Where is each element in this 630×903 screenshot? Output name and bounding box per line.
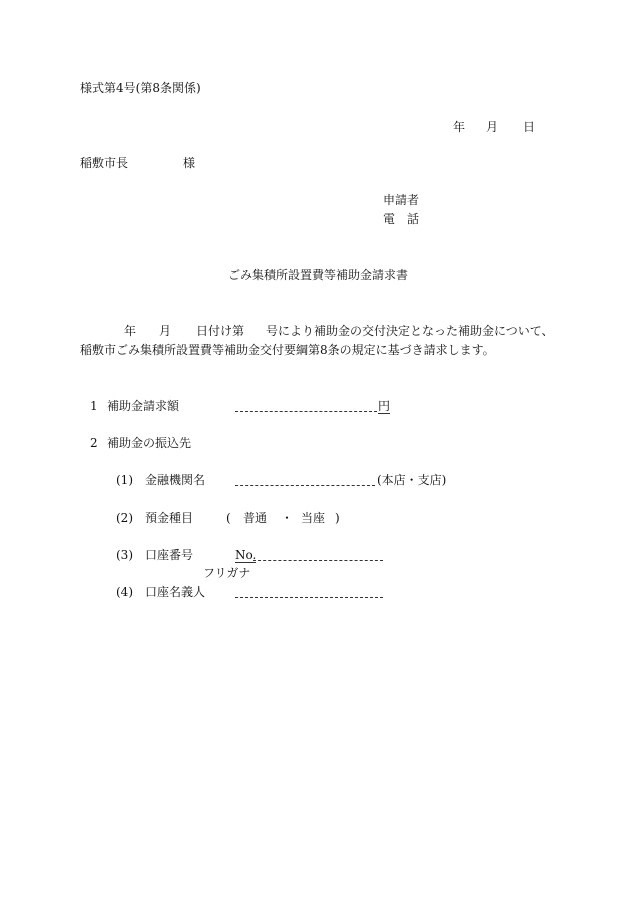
item2-label: 補助金の振込先: [107, 436, 192, 450]
furigana-label: フリガナ: [203, 566, 251, 580]
amount-field[interactable]: [235, 399, 377, 412]
item1-label: 補助金請求額: [107, 399, 180, 413]
date-day-label: 日: [523, 120, 536, 134]
applicant-label: 申請者: [383, 193, 420, 207]
deposit-option-ordinary[interactable]: 普通: [243, 511, 268, 525]
date-year-label: 年: [453, 120, 466, 134]
addressee-honorific: 様: [183, 156, 196, 170]
body-line2: 稲敷市ごみ集積所設置費等補助金交付要綱第8条の規定に基づき請求します。: [80, 343, 495, 357]
item2-number: 2: [90, 436, 98, 450]
subitem4-number: (4): [116, 585, 133, 599]
subitem1-label: 金融機関名: [145, 473, 206, 487]
document-title: ごみ集積所設置費等補助金請求書: [228, 268, 409, 282]
bank-name-field[interactable]: [235, 473, 375, 486]
date-month-label: 月: [486, 120, 499, 134]
form-number: 様式第4号(第8条関係): [80, 81, 201, 95]
addressee-name: 稲敷市長: [80, 156, 129, 170]
deposit-open-paren: (: [226, 511, 231, 525]
body-line1-rest: 号により補助金の交付決定となった補助金について、: [266, 324, 554, 338]
account-no-prefix: No.: [235, 548, 257, 562]
item1-number: 1: [90, 399, 98, 413]
phone-label: 電 話: [383, 212, 420, 226]
deposit-separator: ・: [281, 511, 294, 525]
deposit-option-current[interactable]: 当座: [301, 511, 326, 525]
branch-type-label: (本店・支店): [377, 473, 447, 487]
body-date-ref: 日付け第: [196, 324, 245, 338]
deposit-close-paren: ): [335, 511, 340, 525]
subitem4-label: 口座名義人: [145, 585, 206, 599]
body-year: 年: [124, 324, 137, 338]
account-number-field[interactable]: [253, 548, 383, 561]
body-month: 月: [159, 324, 172, 338]
subitem2-label: 預金種目: [145, 511, 194, 525]
subitem1-number: (1): [116, 473, 133, 487]
subitem3-number: (3): [116, 548, 133, 562]
subitem3-label: 口座番号: [145, 548, 194, 562]
amount-unit: 円: [378, 399, 391, 413]
account-holder-field[interactable]: [235, 585, 383, 598]
subitem2-number: (2): [116, 511, 133, 525]
